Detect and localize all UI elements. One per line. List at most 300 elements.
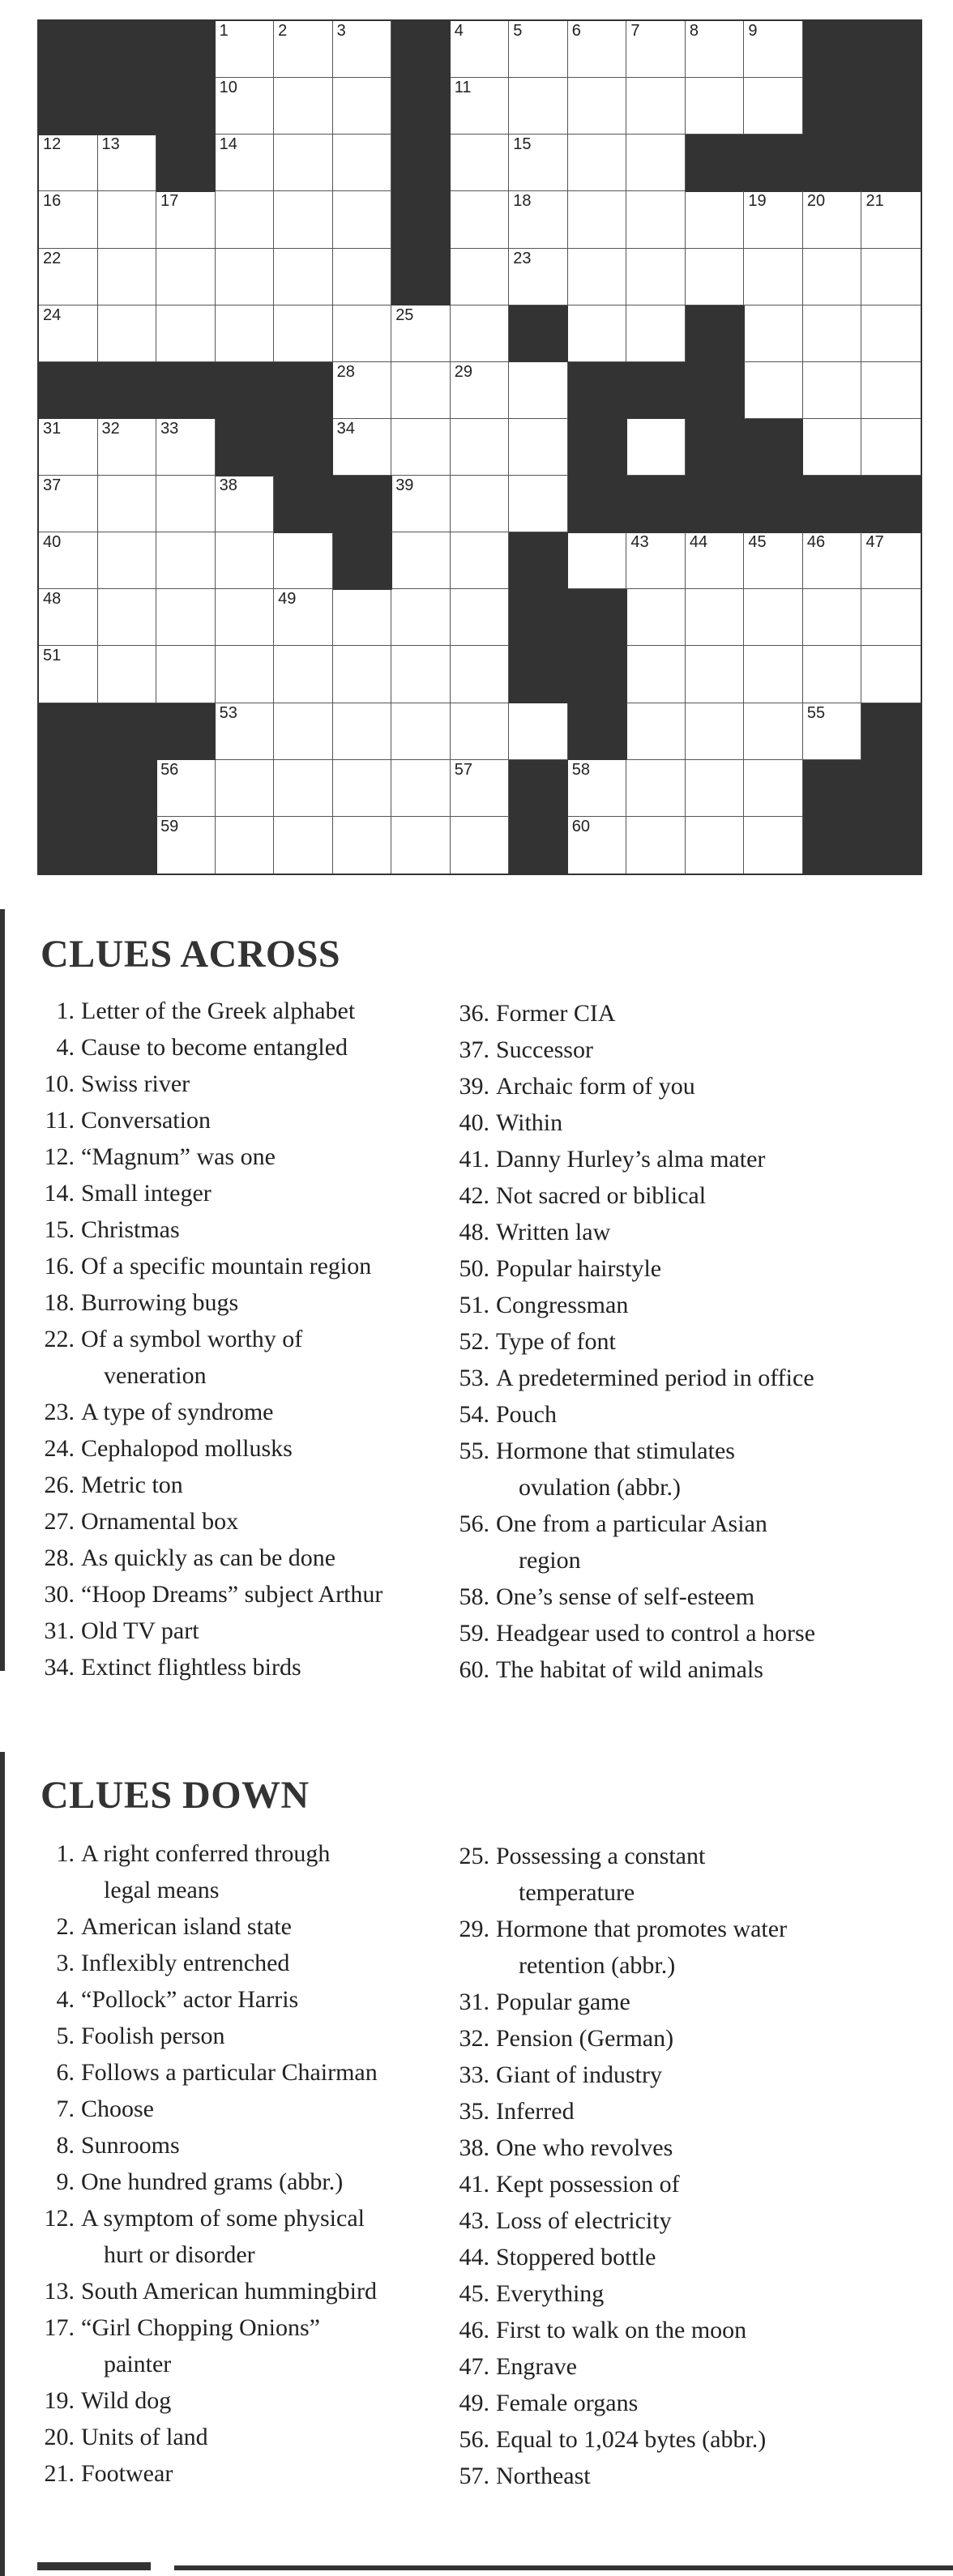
grid-block (98, 817, 157, 874)
grid-block (216, 419, 275, 476)
clue-num: 60. (459, 1656, 489, 1683)
grid-cell[interactable] (98, 135, 157, 191)
clue-text: A predetermined period in office (496, 1365, 814, 1391)
grid-cell[interactable] (626, 589, 686, 646)
grid-cell[interactable] (803, 589, 862, 646)
grid-cell[interactable] (744, 760, 803, 817)
grid-cell[interactable] (744, 78, 803, 135)
grid-cell[interactable] (451, 589, 510, 646)
grid-cell[interactable] (156, 191, 216, 248)
clue-num: 23. (44, 1399, 75, 1425)
clue-text: temperature (519, 1879, 635, 1906)
grid-cell[interactable] (686, 532, 745, 589)
clue-num: 33. (459, 2061, 489, 2088)
grid-cell[interactable] (509, 419, 568, 476)
grid-cell[interactable] (98, 191, 157, 248)
grid-block (39, 362, 98, 420)
grid-cell[interactable] (274, 191, 333, 248)
grid-cell[interactable] (216, 646, 275, 703)
clue-text: region (519, 1547, 581, 1574)
grid-cell[interactable] (509, 362, 568, 419)
clue-number: 9 (748, 22, 758, 40)
grid-cell[interactable] (156, 419, 216, 476)
grid-cell[interactable] (274, 646, 333, 703)
grid-cell[interactable] (451, 419, 510, 476)
clue-text: One hundred grams (abbr.) (81, 2168, 344, 2195)
grid-cell[interactable] (509, 191, 568, 248)
clue-num: 31. (44, 1617, 75, 1644)
grid-block (156, 362, 216, 420)
grid-cell[interactable] (216, 191, 275, 248)
grid-cell[interactable] (333, 135, 392, 191)
grid-cell[interactable] (333, 249, 392, 305)
clue-line (23, 1175, 493, 1211)
grid-cell[interactable] (451, 305, 510, 362)
clue-line (23, 2382, 493, 2419)
grid-cell[interactable] (333, 305, 392, 362)
grid-cell[interactable] (803, 191, 862, 248)
grid-block (686, 135, 745, 192)
grid-cell[interactable] (98, 305, 157, 362)
grid-block (156, 21, 216, 79)
clue-text: “Pollock” actor Harris (81, 1986, 299, 2013)
grid-block (156, 135, 216, 192)
grid-cell[interactable] (156, 249, 216, 305)
clue-number: 39 (395, 476, 414, 495)
clue-number: 25 (395, 305, 414, 324)
clue-number: 44 (689, 533, 708, 552)
clue-line (438, 2093, 953, 2130)
grid-cell[interactable] (98, 249, 157, 305)
grid-cell[interactable] (39, 249, 98, 305)
grid-block (274, 362, 333, 420)
clue-text: Within (496, 1109, 563, 1136)
grid-cell[interactable] (568, 532, 627, 589)
clue-num: 31. (459, 1989, 489, 2015)
clue-num: 22. (44, 1326, 75, 1352)
grid-block (98, 78, 157, 135)
grid-cell[interactable] (98, 589, 157, 646)
clue-text: First to walk on the moon (496, 2317, 747, 2343)
clue-line (23, 1872, 493, 1908)
clue-line (23, 1576, 493, 1613)
grid-block (744, 135, 803, 192)
grid-cell[interactable] (156, 532, 216, 589)
clue-text: Christmas (81, 1216, 180, 1243)
grid-block (626, 476, 686, 533)
grid-cell[interactable] (744, 362, 803, 419)
grid-cell[interactable] (686, 589, 745, 646)
grid-cell[interactable] (391, 589, 451, 646)
grid-cell[interactable] (216, 78, 275, 135)
grid-cell[interactable] (274, 305, 333, 362)
clue-num: 7. (56, 2095, 75, 2122)
clue-line (23, 2455, 493, 2492)
footer-rule-short (37, 2562, 151, 2570)
clue-num: 5. (56, 2023, 75, 2049)
clue-number: 31 (43, 419, 62, 438)
clues-down-heading: CLUES DOWN (41, 1774, 310, 1817)
grid-cell[interactable] (626, 305, 686, 362)
clue-num: 11. (45, 1107, 75, 1134)
clue-text: Letter of the Greek alphabet (81, 998, 356, 1024)
grid-cell[interactable] (744, 305, 803, 362)
clue-num: 12. (44, 2205, 75, 2232)
grid-cell[interactable] (39, 305, 98, 362)
grid-cell[interactable] (156, 817, 216, 874)
grid-cell[interactable] (391, 532, 451, 589)
clue-num: 10. (44, 1070, 75, 1097)
grid-cell[interactable] (509, 476, 568, 532)
clue-text: Headgear used to control a horse (496, 1620, 816, 1647)
grid-block (686, 476, 745, 533)
grid-cell[interactable] (744, 249, 803, 305)
grid-cell[interactable] (509, 135, 568, 191)
grid-block (803, 476, 862, 533)
grid-cell[interactable] (451, 135, 510, 191)
clue-text: Units of land (81, 2424, 208, 2450)
grid-cell[interactable] (803, 419, 862, 476)
grid-cell[interactable] (451, 249, 510, 305)
grid-block (861, 476, 921, 533)
grid-block (509, 817, 568, 874)
grid-cell[interactable] (861, 532, 921, 589)
grid-cell[interactable] (451, 760, 510, 817)
clue-number: 13 (101, 135, 120, 154)
grid-cell[interactable] (744, 817, 803, 874)
grid-block (861, 817, 921, 874)
grid-cell[interactable] (274, 817, 333, 874)
grid-block (803, 78, 862, 135)
grid-cell[interactable] (803, 249, 862, 305)
grid-cell[interactable] (744, 703, 803, 760)
grid-cell[interactable] (391, 362, 451, 419)
grid-block (626, 362, 686, 420)
grid-cell[interactable] (451, 191, 510, 248)
grid-cell[interactable] (686, 646, 745, 703)
grid-cell[interactable] (451, 703, 510, 760)
grid-cell[interactable] (216, 21, 275, 78)
clue-number: 18 (513, 192, 532, 211)
clue-line (438, 1068, 953, 1104)
grid-cell[interactable] (568, 21, 627, 78)
grid-cell[interactable] (568, 135, 627, 191)
across-clues-column-2 (438, 995, 953, 1688)
grid-cell[interactable] (333, 703, 392, 760)
grid-cell[interactable] (803, 703, 862, 760)
grid-cell[interactable] (626, 817, 686, 874)
grid-cell[interactable] (391, 817, 451, 874)
grid-cell[interactable] (391, 703, 451, 760)
clue-num: 35. (459, 2098, 489, 2125)
grid-cell[interactable] (216, 476, 275, 532)
grid-cell[interactable] (744, 589, 803, 646)
grid-cell[interactable] (803, 362, 862, 419)
grid-cell[interactable] (803, 532, 862, 589)
clue-num: 16. (44, 1253, 75, 1279)
clue-text: A right conferred through (81, 1840, 331, 1867)
clue-line (438, 1651, 953, 1688)
grid-cell[interactable] (274, 760, 333, 817)
clue-line (438, 1104, 953, 1141)
grid-cell[interactable] (626, 760, 686, 817)
clue-line (23, 2236, 493, 2273)
grid-cell[interactable] (744, 532, 803, 589)
clue-num: 4. (56, 1986, 75, 2013)
grid-cell[interactable] (216, 760, 275, 817)
grid-cell[interactable] (274, 135, 333, 191)
grid-block (333, 476, 392, 533)
grid-cell[interactable] (451, 646, 510, 703)
grid-cell[interactable] (451, 78, 510, 135)
grid-cell[interactable] (216, 249, 275, 305)
clue-num: 30. (44, 1581, 75, 1608)
clue-num: 37. (459, 1036, 489, 1063)
grid-cell[interactable] (274, 78, 333, 135)
clue-num: 1. (56, 1840, 75, 1867)
grid-cell[interactable] (39, 589, 98, 646)
grid-cell[interactable] (391, 476, 451, 532)
grid-block (803, 817, 862, 874)
grid-cell[interactable] (391, 305, 451, 362)
grid-block (98, 703, 157, 761)
grid-cell[interactable] (686, 21, 745, 78)
grid-cell[interactable] (451, 362, 510, 419)
grid-block (39, 817, 98, 874)
clue-text: Swiss river (81, 1070, 190, 1097)
clue-line (438, 1874, 953, 1911)
clue-text: Giant of industry (496, 2061, 662, 2088)
clue-text: veneration (104, 1362, 207, 1389)
clue-num: 55. (459, 1438, 489, 1464)
grid-cell[interactable] (333, 589, 392, 646)
grid-block (803, 135, 862, 192)
grid-cell[interactable] (216, 135, 275, 191)
grid-cell[interactable] (861, 362, 921, 419)
clue-number: 20 (806, 192, 826, 211)
clue-num: 29. (459, 1916, 489, 1942)
grid-cell[interactable] (156, 589, 216, 646)
grid-cell[interactable] (861, 249, 921, 305)
clue-line (438, 2458, 953, 2494)
crossword-grid (37, 19, 922, 875)
clue-num: 57. (459, 2463, 489, 2489)
grid-cell[interactable] (861, 646, 921, 703)
grid-block (333, 532, 392, 590)
clue-num: 38. (459, 2134, 489, 2161)
clue-text: A type of syndrome (81, 1399, 274, 1425)
clue-num: 45. (459, 2280, 489, 2307)
grid-cell[interactable] (451, 476, 510, 532)
grid-block (391, 135, 451, 192)
grid-cell[interactable] (274, 703, 333, 760)
grid-cell[interactable] (216, 703, 275, 760)
clue-line (23, 1540, 493, 1576)
grid-cell[interactable] (861, 419, 921, 476)
grid-cell[interactable] (98, 419, 157, 476)
grid-cell[interactable] (333, 191, 392, 248)
grid-cell[interactable] (626, 646, 686, 703)
grid-cell[interactable] (216, 305, 275, 362)
grid-cell[interactable] (216, 532, 275, 589)
clue-text: Written law (496, 1219, 611, 1245)
grid-cell[interactable] (39, 135, 98, 191)
clue-number: 29 (454, 362, 472, 381)
grid-cell[interactable] (568, 305, 627, 362)
grid-cell[interactable] (686, 249, 745, 305)
grid-cell[interactable] (333, 362, 392, 419)
grid-cell[interactable] (274, 21, 333, 78)
clue-num (23, 1872, 75, 1908)
down-clues-column-2 (438, 1838, 953, 2494)
grid-cell[interactable] (333, 817, 392, 874)
clue-num: 53. (459, 1365, 489, 1391)
grid-cell[interactable] (509, 249, 568, 305)
grid-cell[interactable] (568, 817, 627, 874)
clue-line (438, 1578, 953, 1615)
clue-line (23, 1649, 493, 1685)
grid-cell[interactable] (98, 646, 157, 703)
grid-cell[interactable] (451, 817, 510, 874)
grid-cell[interactable] (216, 589, 275, 646)
clue-line (438, 1984, 953, 2020)
grid-cell[interactable] (333, 760, 392, 817)
clue-line (438, 2057, 953, 2093)
clue-line (438, 1250, 953, 1287)
grid-cell[interactable] (861, 305, 921, 362)
grid-cell[interactable] (568, 760, 627, 817)
grid-cell[interactable] (744, 646, 803, 703)
clue-text: Everything (496, 2280, 605, 2307)
clue-line (23, 1981, 493, 2018)
grid-cell[interactable] (686, 191, 745, 248)
grid-cell[interactable] (509, 78, 568, 135)
clue-line (23, 1248, 493, 1284)
clue-line (23, 1835, 493, 1872)
grid-block (274, 419, 333, 476)
grid-cell[interactable] (861, 589, 921, 646)
clue-num: 27. (44, 1508, 75, 1535)
clue-number: 14 (219, 135, 237, 154)
clue-num: 39. (459, 1073, 489, 1100)
grid-cell[interactable] (509, 21, 568, 78)
clue-number: 16 (43, 192, 62, 211)
grid-cell[interactable] (626, 532, 686, 589)
grid-cell[interactable] (274, 532, 333, 589)
grid-cell[interactable] (861, 191, 921, 248)
grid-cell[interactable] (156, 646, 216, 703)
grid-cell[interactable] (803, 305, 862, 362)
grid-cell[interactable] (686, 760, 745, 817)
grid-cell[interactable] (391, 419, 451, 476)
clue-num: 56. (459, 1510, 489, 1537)
clue-num: 54. (459, 1401, 489, 1428)
grid-cell[interactable] (626, 21, 686, 78)
grid-cell[interactable] (568, 191, 627, 248)
grid-cell[interactable] (686, 817, 745, 874)
grid-cell[interactable] (686, 78, 745, 135)
grid-cell[interactable] (39, 191, 98, 248)
grid-cell[interactable] (451, 21, 510, 78)
grid-cell[interactable] (391, 646, 451, 703)
clue-number: 11 (454, 79, 472, 97)
grid-cell[interactable] (333, 21, 392, 78)
grid-block (39, 21, 98, 79)
grid-cell[interactable] (626, 703, 686, 760)
grid-block (39, 703, 98, 761)
clue-num: 41. (459, 1146, 489, 1173)
grid-cell[interactable] (568, 249, 627, 305)
grid-cell[interactable] (626, 419, 686, 476)
grid-cell[interactable] (803, 646, 862, 703)
grid-cell[interactable] (156, 760, 216, 817)
clue-line (23, 2127, 493, 2164)
clue-text: Footwear (81, 2460, 173, 2487)
clue-line (438, 1469, 953, 1506)
clue-line (438, 1396, 953, 1433)
clue-line (23, 1138, 493, 1175)
grid-cell[interactable] (156, 476, 216, 532)
clue-number: 56 (160, 760, 179, 779)
grid-cell[interactable] (333, 78, 392, 135)
clue-number: 5 (513, 22, 523, 40)
clue-number: 6 (571, 22, 581, 40)
grid-cell[interactable] (568, 78, 627, 135)
grid-cell[interactable] (274, 589, 333, 646)
grid-cell[interactable] (39, 419, 98, 476)
grid-cell[interactable] (333, 419, 392, 476)
grid-cell[interactable] (216, 817, 275, 874)
clue-num: 44. (459, 2244, 489, 2271)
grid-cell[interactable] (98, 476, 157, 532)
clue-number: 24 (43, 305, 62, 324)
grid-cell[interactable] (509, 703, 568, 760)
clue-text: Not sacred or biblical (496, 1182, 707, 1209)
grid-cell[interactable] (391, 760, 451, 817)
clue-line (438, 2166, 953, 2202)
grid-cell[interactable] (744, 21, 803, 78)
clue-number: 53 (219, 703, 237, 722)
across-clues-column-1 (23, 993, 493, 1685)
clue-text: Archaic form of you (496, 1073, 695, 1100)
grid-cell[interactable] (98, 532, 157, 589)
clue-num: 21. (44, 2460, 75, 2487)
clue-text: A symptom of some physical (81, 2205, 365, 2232)
grid-block (39, 760, 98, 818)
grid-cell[interactable] (274, 249, 333, 305)
grid-cell[interactable] (626, 249, 686, 305)
clue-number: 38 (219, 476, 237, 495)
grid-cell[interactable] (39, 532, 98, 589)
clue-line (23, 1066, 493, 1102)
grid-cell[interactable] (686, 703, 745, 760)
clue-line (438, 1542, 953, 1578)
clue-num: 43. (459, 2207, 489, 2234)
grid-cell[interactable] (39, 476, 98, 532)
grid-cell[interactable] (626, 135, 686, 191)
grid-cell[interactable] (333, 646, 392, 703)
grid-cell[interactable] (744, 191, 803, 248)
grid-cell[interactable] (39, 646, 98, 703)
grid-cell[interactable] (626, 78, 686, 135)
grid-block (509, 646, 568, 703)
grid-block (391, 191, 451, 249)
clue-line (438, 1433, 953, 1469)
grid-cell[interactable] (451, 532, 510, 589)
clue-num: 36. (459, 1000, 489, 1027)
grid-cell[interactable] (156, 305, 216, 362)
grid-cell[interactable] (626, 191, 686, 248)
